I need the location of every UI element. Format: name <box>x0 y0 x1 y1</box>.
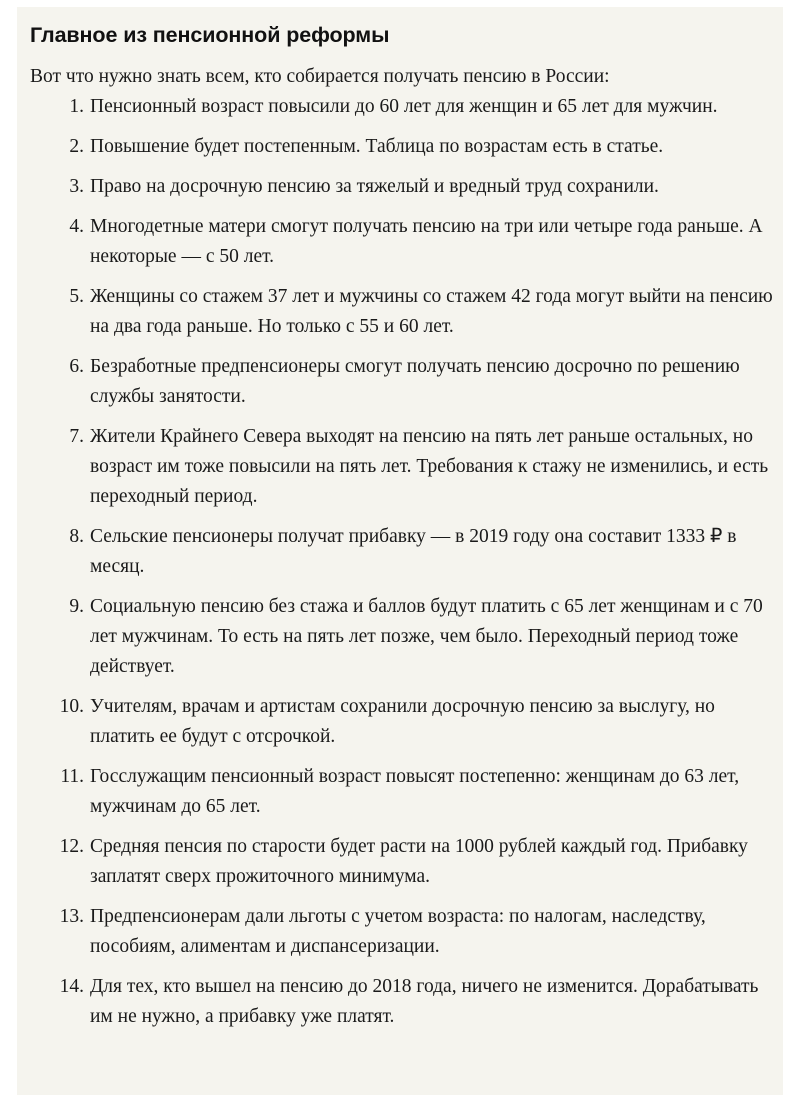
item-number: 5. <box>69 286 84 307</box>
item-text: Социальную пенсию без стажа и баллов будут платить с 65 лет женщинам и с 70 лет мужчинам. То есть на пять лет позже, чем было. Переходный период тоже действует. <box>90 596 763 677</box>
item-number: 14. <box>59 976 84 997</box>
item-number: 4. <box>69 216 84 237</box>
item-text: Повышение будет постепенным. Таблица по возрастам есть в статье. <box>90 136 664 157</box>
list-item <box>30 422 780 512</box>
item-number: 6. <box>69 356 84 377</box>
item-text: Жители Крайнего Севера выходят на пенсию на пять лет раньше остальных, но возраст им тоже повысили на пять лет. Требования к стажу не изменились, и есть переходный период. <box>90 426 769 507</box>
item-text: Пенсионный возраст повысили до 60 лет для женщин и 65 лет для мужчин. <box>90 96 718 117</box>
item-text: Учителям, врачам и артистам сохранили досрочную пенсию за выслугу, но платить ее будут с отсрочкой. <box>90 696 715 747</box>
item-number: 1. <box>69 96 84 117</box>
reform-list <box>30 92 783 1032</box>
list-item <box>30 972 780 1032</box>
item-number: 2. <box>69 136 84 157</box>
item-text: Средняя пенсия по старости будет расти на 1000 рублей каждый год. Прибавку заплатят сверх прожиточного минимума. <box>90 836 748 887</box>
item-number: 10. <box>59 696 84 717</box>
item-text: Сельские пенсионеры получат прибавку — в 2019 году она составит 1333 ₽ в месяц. <box>90 526 737 577</box>
item-text: Право на досрочную пенсию за тяжелый и вредный труд сохранили. <box>90 176 659 197</box>
item-number: 12. <box>59 836 84 857</box>
card-title: Главное из пенсионной реформы <box>30 23 390 47</box>
item-text: Предпенсионерам дали льготы с учетом возраста: по налогам, наследству, пособиям, алиментам и диспансеризации. <box>90 906 706 957</box>
list-item <box>30 902 780 962</box>
item-number: 8. <box>69 526 84 547</box>
item-number: 9. <box>69 596 84 617</box>
list-item <box>30 592 780 682</box>
item-text: Многодетные матери смогут получать пенсию на три или четыре года раньше. А некоторые — с 50 лет. <box>90 216 763 267</box>
item-text: Госслужащим пенсионный возраст повысят постепенно: женщинам до 63 лет, мужчинам до 65 лет. <box>90 766 740 817</box>
list-item <box>30 282 780 342</box>
item-number: 7. <box>69 426 84 447</box>
list-item <box>30 832 780 892</box>
item-text: Для тех, кто вышел на пенсию до 2018 года, ничего не изменится. Дорабатывать им не нужно, а прибавку уже платят. <box>90 976 759 1027</box>
item-number: 3. <box>69 176 84 197</box>
item-text: Безработные предпенсионеры смогут получать пенсию досрочно по решению службы занятости. <box>90 356 740 407</box>
list-item <box>30 762 780 822</box>
list-item <box>30 172 780 202</box>
list-item <box>30 522 780 582</box>
intro-text: Вот что нужно знать всем, кто собирается получать пенсию в России: <box>30 66 610 87</box>
item-number: 13. <box>59 906 84 927</box>
list-item <box>30 92 780 122</box>
list-item <box>30 212 780 272</box>
summary-card <box>17 7 783 1095</box>
item-text: Женщины со стажем 37 лет и мужчины со стажем 42 года могут выйти на пенсию на два года раньше. Но только с 55 и 60 лет. <box>90 286 773 337</box>
list-item <box>30 352 780 412</box>
list-item <box>30 132 780 162</box>
item-number: 11. <box>60 766 84 787</box>
list-item <box>30 692 780 752</box>
